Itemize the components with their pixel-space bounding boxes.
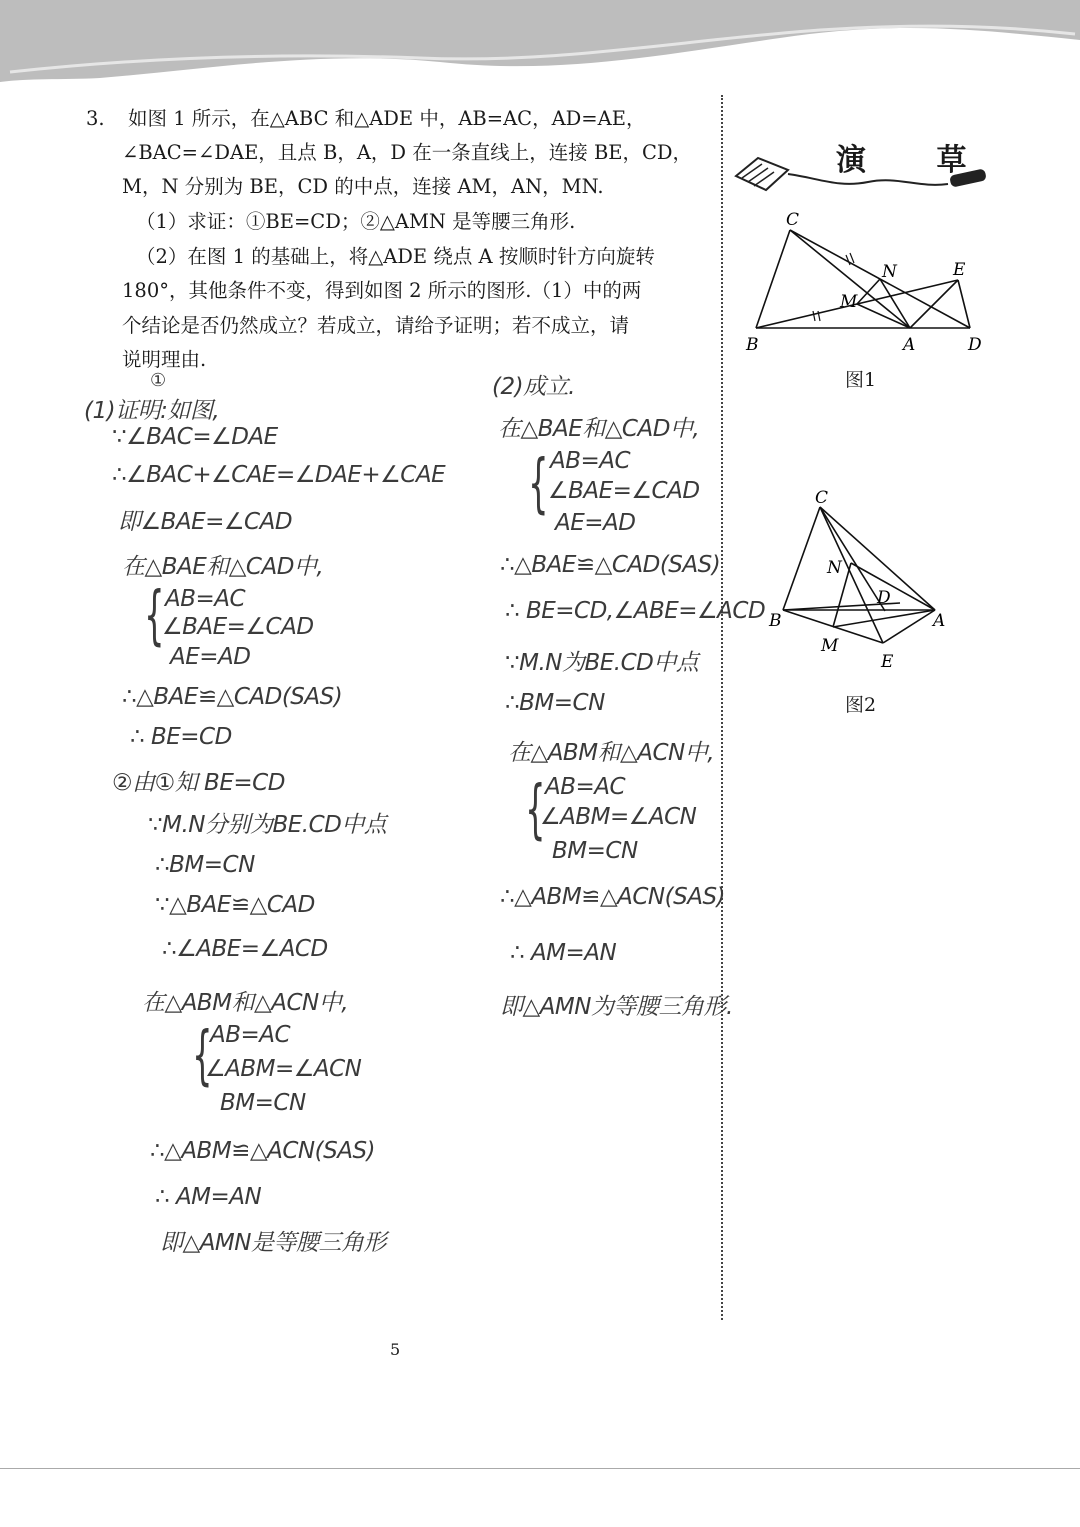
fig2-label-B: B — [769, 611, 782, 631]
answer-line: ∴∠ABE=∠ACD — [162, 936, 328, 962]
problem-line: （1）求证：①BE=CD；②△AMN 是等腰三角形. — [136, 210, 576, 233]
answer-line: BM=CN — [552, 838, 638, 864]
answer-line: 在△ABM和△ACN中, — [142, 990, 349, 1016]
answer-line: ∴ BE=CD — [130, 724, 232, 750]
problem-number: 3. — [86, 107, 105, 130]
answer-line: (1)证明:如图, — [84, 398, 220, 424]
system-brace: { — [192, 1019, 213, 1093]
system-brace: { — [528, 447, 549, 521]
header-wave-decoration — [0, 0, 1080, 95]
figure-1-caption: 图1 — [845, 369, 877, 391]
answer-line: ∠ABM=∠ACN — [540, 804, 697, 830]
problem-line: 180°，其他条件不变，得到如图 2 所示的图形.（1）中的两 — [122, 279, 642, 302]
answer-line: ∴BM=CN — [505, 690, 605, 716]
answer-line: BM=CN — [220, 1090, 306, 1116]
answer-line: ∠ABM=∠ACN — [205, 1056, 362, 1082]
fig1-label-A: A — [903, 335, 916, 355]
answer-line: ∴ AM=AN — [155, 1184, 262, 1210]
page-number: 5 — [390, 1340, 401, 1359]
problem-line: 说明理由. — [122, 348, 207, 371]
fig2-label-D: D — [877, 588, 891, 608]
draft-title: 演 草 — [836, 143, 997, 178]
answer-line: ∴△ABM≌△ACN(SAS) — [500, 884, 726, 910]
answer-line: ∵M.N分别为BE.CD中点 — [148, 812, 387, 838]
figure-2-diagram — [765, 485, 955, 675]
fig2-label-A: A — [933, 611, 946, 631]
system-brace: { — [144, 579, 165, 653]
fig2-label-N: N — [827, 558, 842, 578]
figure-2-caption: 图2 — [845, 694, 877, 716]
answer-line: ∴ AM=AN — [510, 940, 617, 966]
fig1-label-N: N — [882, 262, 897, 282]
answer-line: ∴△ABM≌△ACN(SAS) — [150, 1138, 376, 1164]
fig1-label-B: B — [746, 335, 759, 355]
system-brace: { — [525, 773, 546, 847]
fig1-label-E: E — [953, 260, 966, 280]
answer-line: ∴ BE=CD,∠ABE=∠ACD — [505, 598, 766, 624]
answer-line: ∴BM=CN — [155, 852, 255, 878]
answer-line: AB=AC — [165, 586, 246, 612]
fig1-label-C: C — [786, 210, 800, 230]
circled-one-mark: ① — [150, 370, 166, 391]
answer-line: ∠BAE=∠CAD — [548, 478, 700, 504]
column-divider — [721, 95, 723, 1320]
problem-line: 个结论是否仍然成立？若成立，请给予证明；若不成立，请 — [122, 314, 630, 337]
fig2-label-M: M — [821, 636, 839, 656]
answer-line: 在△BAE和△CAD中, — [122, 554, 324, 580]
answer-line: (2)成立. — [492, 374, 575, 400]
problem-line: （2）在图 1 的基础上，将△ADE 绕点 A 按顺时针方向旋转 — [136, 245, 655, 268]
fig1-label-M: M — [840, 292, 858, 312]
page-bottom-edge — [0, 1468, 1080, 1469]
answer-line: 即△AMN是等腰三角形 — [160, 1230, 386, 1256]
answer-line: AE=AD — [555, 510, 636, 536]
answer-line: ∴∠BAC+∠CAE=∠DAE+∠CAE — [112, 462, 446, 488]
problem-line: M，N 分别为 BE，CD 的中点，连接 AM，AN，MN. — [122, 175, 604, 198]
answer-line: ∵∠BAC=∠DAE — [112, 424, 278, 450]
answer-line: 在△BAE和△CAD中, — [498, 416, 700, 442]
fig2-label-E: E — [881, 652, 894, 672]
fig2-label-C: C — [815, 488, 829, 508]
problem-line: ∠BAC=∠DAE，且点 B，A，D 在一条直线上，连接 BE，CD， — [122, 141, 693, 164]
answer-line: AE=AD — [170, 644, 251, 670]
answer-line: 即∠BAE=∠CAD — [118, 509, 293, 535]
answer-line: AB=AC — [210, 1022, 291, 1048]
answer-line: 在△ABM和△ACN中, — [508, 740, 715, 766]
fig1-label-D: D — [968, 335, 982, 355]
answer-line: ②由①知 BE=CD — [112, 770, 285, 796]
answer-line: 即△AMN为等腰三角形. — [500, 994, 733, 1020]
answer-line: ∴△BAE≌△CAD(SAS) — [122, 684, 343, 710]
figure-1-diagram — [738, 205, 998, 360]
answer-line: ∠BAE=∠CAD — [162, 614, 314, 640]
answer-line: ∴△BAE≌△CAD(SAS) — [500, 552, 721, 578]
problem-line: 如图 1 所示，在△ABC 和△ADE 中，AB=AC，AD=AE， — [128, 107, 646, 130]
answer-line: AB=AC — [545, 774, 626, 800]
answer-line: ∵M.N为BE.CD中点 — [505, 650, 699, 676]
answer-line: ∵△BAE≌△CAD — [155, 892, 315, 918]
answer-line: AB=AC — [550, 448, 631, 474]
